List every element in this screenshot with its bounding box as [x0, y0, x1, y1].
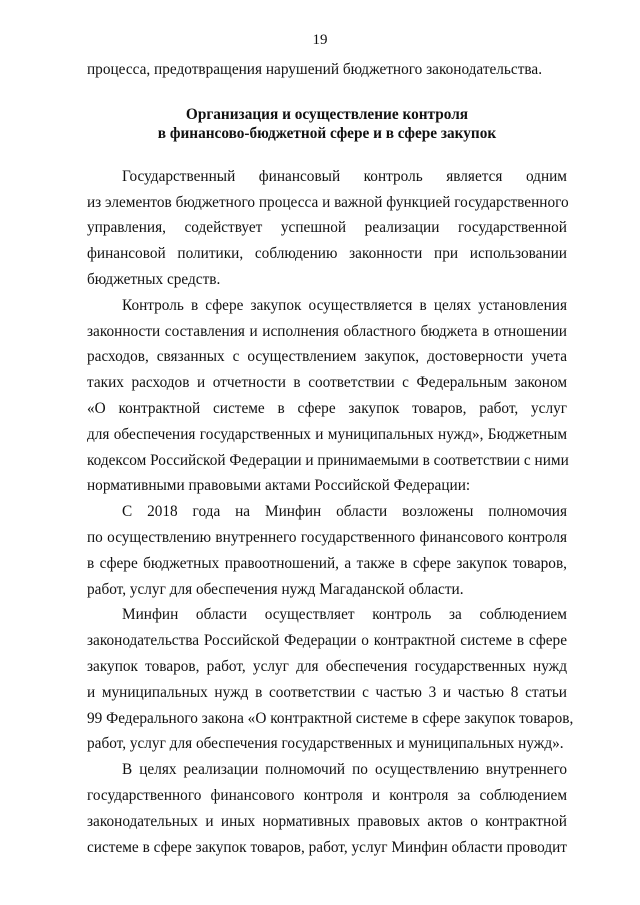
text-line: Государственный финансовый контроль является одним [122, 167, 567, 185]
text-line: законодательных и иных нормативных правовых актов о контрактной [87, 812, 567, 830]
text-line: Контроль в сфере закупок осуществляется в целях установления [122, 296, 567, 314]
text-line: кодексом Российской Федерации и принимаемыми в соответствии с ними [87, 451, 569, 469]
text-line: и муниципальных нужд в соответствии с частью 3 и частью 8 статьи [87, 683, 567, 701]
document-body [87, 57, 574, 860]
text-line: 99 Федерального закона «О контрактной системе в сфере закупок товаров, [87, 709, 574, 727]
text-line: работ, услуг для обеспечения нужд Магаданской области. [87, 580, 464, 598]
text-line: управления, содействует успешной реализации государственной [87, 219, 567, 237]
text-line: законодательства Российской Федерации о контрактной системе в сфере [87, 632, 567, 650]
text-line: из элементов бюджетного процесса и важной функцией государственного [87, 193, 569, 211]
text-line: процесса, предотвращения нарушений бюджетного законодательства. [87, 61, 543, 78]
text-line: бюджетных средств. [87, 270, 221, 288]
text-line: «О контрактной системе в сфере закупок товаров, работ, услуг [87, 399, 567, 417]
text-line: С 2018 года на Минфин области возложены полномочия [122, 503, 567, 521]
text-line: для обеспечения государственных и муниципальных нужд», Бюджетным [87, 425, 567, 443]
heading-line: в финансово-бюджетной сфере и в сфере закупок [157, 125, 497, 143]
text-line: системе в сфере закупок товаров, работ, услуг Минфин области проводит [87, 838, 567, 856]
paragraph [87, 293, 567, 499]
text-line: работ, услуг для обеспечения государственных и муниципальных нужд». [87, 735, 564, 753]
text-line: таких расходов и отчетности в соответствии с Федеральным законом [87, 374, 567, 392]
text-line: расходов, связанных с осуществлением закупок, достоверности учета [87, 348, 567, 366]
text-line: государственного финансового контроля и контроля за соблюдением [87, 786, 567, 804]
text-line: Минфин области осуществляет контроль за соблюдением [122, 606, 567, 624]
paragraph [87, 499, 567, 602]
text-line: финансовой политики, соблюдению законности при использовании [87, 245, 567, 263]
text-line: законности составления и исполнения областного бюджета в отношении [87, 322, 567, 340]
paragraph [87, 757, 567, 860]
text-line: в сфере бюджетных правоотношений, а также в сфере закупок товаров, [87, 554, 567, 572]
paragraph [87, 602, 574, 757]
page-number: 19 [312, 32, 328, 48]
text-line: нормативными правовыми актами Российской Федерации: [87, 477, 471, 495]
paragraph [87, 164, 567, 293]
text-line: по осуществлению внутреннего государственного финансового контроля [87, 528, 567, 546]
section-heading [87, 105, 567, 144]
text-line: В целях реализации полномочий по осуществлению внутреннего [122, 761, 567, 779]
text-line: закупок товаров, работ, услуг для обеспечения государственных нужд [87, 657, 567, 675]
heading-line: Организация и осуществление контроля [185, 105, 469, 123]
